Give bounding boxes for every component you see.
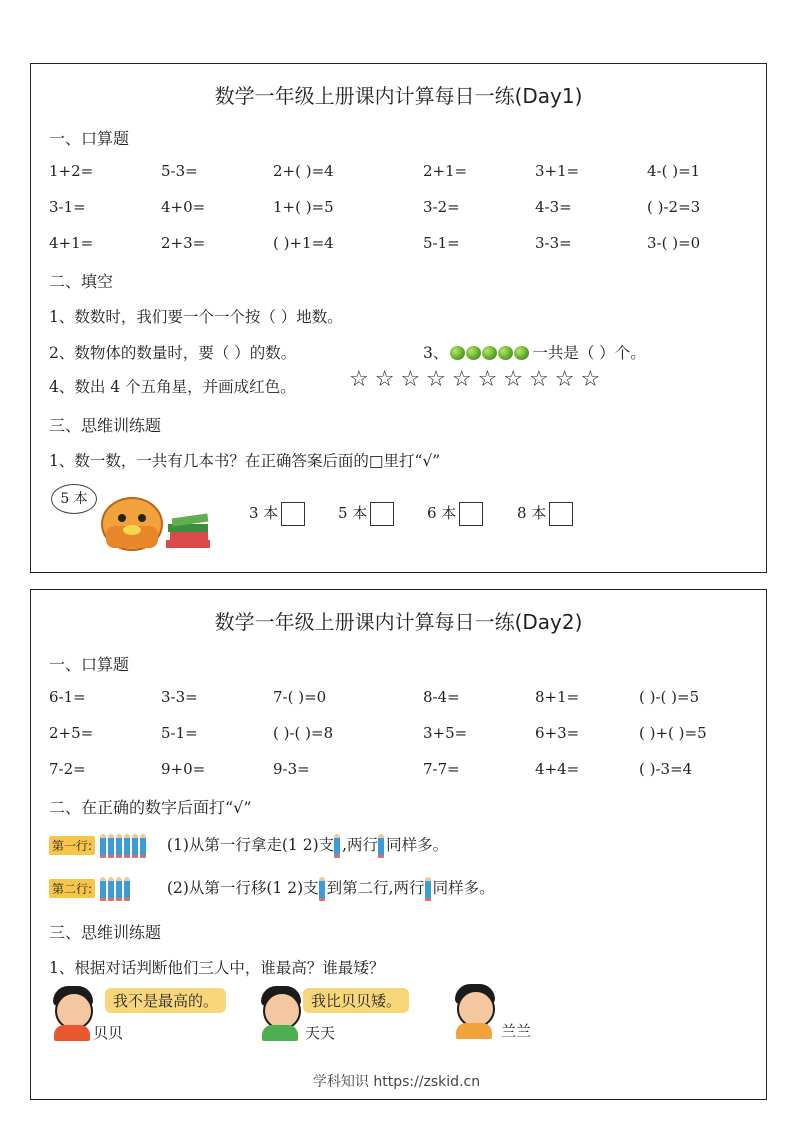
problem: 4+0= bbox=[161, 198, 206, 216]
problem: 2+( )=4 bbox=[273, 162, 334, 180]
problem: 9-3= bbox=[273, 760, 310, 778]
problem: 2+1= bbox=[423, 162, 468, 180]
day2-row-2 bbox=[49, 724, 766, 746]
pencil-row-1 bbox=[49, 833, 448, 858]
name-beibei: 贝贝 bbox=[93, 1024, 124, 1042]
problem: 7-( )=0 bbox=[273, 688, 327, 706]
pencil-icon bbox=[425, 877, 431, 901]
problem: ( )+1=4 bbox=[273, 234, 334, 252]
stars-icons: ☆☆☆☆☆☆☆☆☆☆ bbox=[349, 367, 607, 392]
problem: 1+( )=5 bbox=[273, 198, 334, 216]
day2-section-thinking: 三、思维训练题 bbox=[49, 923, 162, 942]
problem: 3-1= bbox=[49, 198, 86, 216]
day1-section-fill: 二、填空 bbox=[49, 272, 114, 291]
row-tag-1: 第一行: bbox=[49, 836, 95, 855]
option-label: 6 本 bbox=[427, 504, 457, 522]
option-label: 8 本 bbox=[517, 504, 547, 522]
thinking-question-1: 1、根据对话判断他们三人中，谁最高？谁最矮？ bbox=[49, 959, 385, 977]
option-5 bbox=[338, 502, 394, 526]
problem: ( )-2=3 bbox=[647, 198, 701, 216]
name-tiantian: 天天 bbox=[305, 1024, 336, 1042]
problem: 3-3= bbox=[161, 688, 198, 706]
day1-row-3 bbox=[49, 234, 766, 256]
problem: 5-1= bbox=[161, 724, 198, 742]
fill-question-3-suffix: 一共是（ ）个。 bbox=[532, 344, 646, 362]
day1-section-thinking: 三、思维训练题 bbox=[49, 416, 162, 435]
pencil-icon bbox=[334, 834, 340, 858]
day1-row-1 bbox=[49, 162, 766, 184]
fill-question-3-prefix: 3、 bbox=[423, 344, 449, 362]
day2-section-oral: 一、口算题 bbox=[49, 655, 130, 674]
problem: 6+3= bbox=[535, 724, 580, 742]
pencil-icon bbox=[124, 834, 130, 858]
problem: 4-3= bbox=[535, 198, 572, 216]
pencil-icon bbox=[100, 877, 106, 901]
pencils-4 bbox=[100, 879, 132, 897]
problem: ( )-( )=5 bbox=[639, 688, 700, 706]
pencil-icon bbox=[108, 877, 114, 901]
day2-row-1 bbox=[49, 688, 766, 710]
option-3 bbox=[249, 502, 305, 526]
day1-title: 数学一年级上册课内计算每日一练(Day1) bbox=[214, 84, 583, 108]
problem: 4+4= bbox=[535, 760, 580, 778]
option-6 bbox=[427, 502, 483, 526]
answer-checkbox[interactable] bbox=[549, 502, 573, 526]
row-tag-2: 第二行: bbox=[49, 879, 95, 898]
pencil-row-2 bbox=[49, 876, 495, 901]
question-2-mid: 到第二行,两行 bbox=[326, 879, 425, 897]
problem: 8+1= bbox=[535, 688, 580, 706]
problem: 4+1= bbox=[49, 234, 94, 252]
problem: 5-3= bbox=[161, 162, 198, 180]
apples-image bbox=[450, 345, 530, 363]
day1-row-2 bbox=[49, 198, 766, 220]
problem: 3-3= bbox=[535, 234, 572, 252]
problem: 7-2= bbox=[49, 760, 86, 778]
answer-checkbox[interactable] bbox=[370, 502, 394, 526]
answer-checkbox[interactable] bbox=[459, 502, 483, 526]
pencil-icon bbox=[108, 834, 114, 858]
problem: 2+5= bbox=[49, 724, 94, 742]
pencil-icon bbox=[132, 834, 138, 858]
problem: 3+5= bbox=[423, 724, 468, 742]
question-2-text: (2)从第一行移(1 2)支 bbox=[166, 879, 319, 897]
problem: 9+0= bbox=[161, 760, 206, 778]
problem: 7-7= bbox=[423, 760, 460, 778]
problem: ( )-( )=8 bbox=[273, 724, 334, 742]
answer-checkbox[interactable] bbox=[281, 502, 305, 526]
day2-row-3 bbox=[49, 760, 766, 782]
day2-title: 数学一年级上册课内计算每日一练(Day2) bbox=[214, 610, 583, 634]
pencil-icon bbox=[124, 877, 130, 901]
problem: 3-2= bbox=[423, 198, 460, 216]
pencil-icon bbox=[100, 834, 106, 858]
problem: ( )-3=4 bbox=[639, 760, 693, 778]
thinking-question-1: 1、数一数，一共有几本书？在正确答案后面的□里打“√” bbox=[49, 452, 441, 470]
problem: 5-1= bbox=[423, 234, 460, 252]
option-label: 5 本 bbox=[338, 504, 368, 522]
day2-worksheet bbox=[30, 589, 767, 1100]
pencils-6 bbox=[100, 836, 148, 854]
fill-question-3 bbox=[423, 341, 646, 363]
pencil-icon bbox=[319, 877, 325, 901]
problem: 2+3= bbox=[161, 234, 206, 252]
option-label: 3 本 bbox=[249, 504, 279, 522]
footer-watermark: 学科知识 https://zskid.cn bbox=[312, 1074, 481, 1090]
pencil-icon bbox=[378, 834, 384, 858]
fill-question-2: 2、数物体的数量时，要（ ）的数。 bbox=[49, 344, 297, 362]
question-1-end: 同样多。 bbox=[386, 836, 449, 854]
name-lanlan: 兰兰 bbox=[501, 1022, 532, 1040]
problem: 4-( )=1 bbox=[647, 162, 701, 180]
fill-question-4: 4、数出 4 个五角星，并画成红色。 bbox=[49, 378, 296, 396]
speech-tiantian: 我比贝贝矮。 bbox=[303, 988, 409, 1013]
day1-worksheet bbox=[30, 63, 767, 573]
pencil-icon bbox=[116, 834, 122, 858]
backpack-books-image bbox=[86, 484, 231, 552]
speech-beibei: 我不是最高的。 bbox=[105, 988, 226, 1013]
problem: 3+1= bbox=[535, 162, 580, 180]
day1-section-oral: 一、口算题 bbox=[49, 129, 130, 148]
problem: 1+2= bbox=[49, 162, 94, 180]
pencil-icon bbox=[116, 877, 122, 901]
option-8 bbox=[517, 502, 573, 526]
problem: ( )+( )=5 bbox=[639, 724, 707, 742]
day2-section-check: 二、在正确的数字后面打“√” bbox=[49, 798, 252, 817]
problem: 3-( )=0 bbox=[647, 234, 701, 252]
speech-bubble: 5 本 bbox=[51, 484, 97, 514]
question-1-text: (1)从第一行拿走(1 2)支 bbox=[166, 836, 335, 854]
problem: 6-1= bbox=[49, 688, 86, 706]
pencil-icon bbox=[140, 834, 146, 858]
question-1-mid: ,两行 bbox=[342, 836, 379, 854]
problem: 8-4= bbox=[423, 688, 460, 706]
question-2-end: 同样多。 bbox=[432, 879, 495, 897]
fill-question-1: 1、数数时，我们要一个一个按（ ）地数。 bbox=[49, 308, 343, 326]
